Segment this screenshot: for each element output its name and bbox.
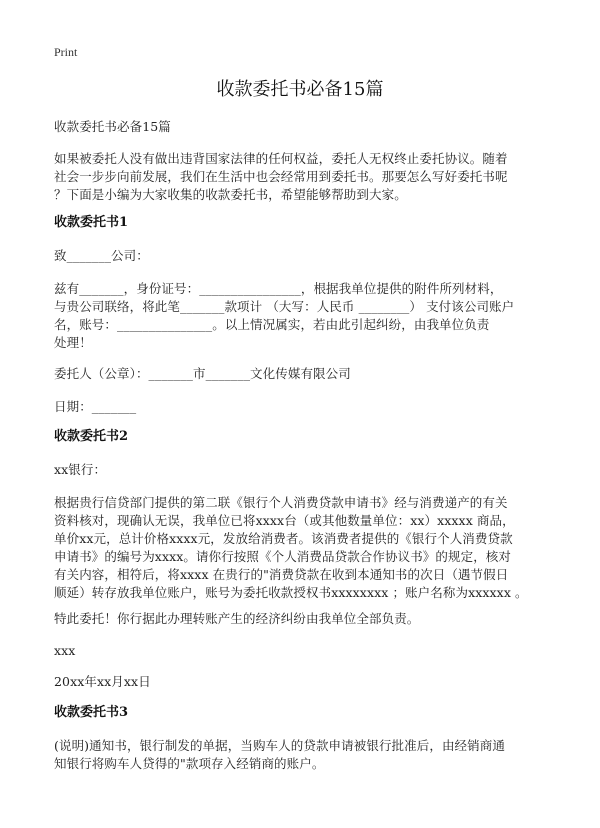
document-subtitle: [54, 118, 554, 136]
greeting-line: xx银行：: [54, 462, 107, 477]
to-line: 致_______公司：: [54, 248, 149, 263]
section2-body-line-5: 有关内容，相符后，将xxxx 在贵行的"消费贷款在收到本通知书的次日（遇节假日: [54, 567, 509, 582]
print-label[interactable]: Print: [54, 45, 78, 59]
section3-body-line-1: (说明)通知书，银行制发的单据，当购车人的贷款申请被银行批准后，由经销商通: [54, 738, 505, 753]
section1-body-line-1: 兹有_______，身份证号：________________，根据我单位提供的附件所列材料，: [54, 281, 503, 296]
section1-body: [54, 280, 554, 352]
section3-body-line-2: 知银行将购车人贷得的"款项存入经销商的账户。: [54, 756, 325, 771]
intro-line-1: 如果被委托人没有做出违背国家法律的任何权益，委托人无权终止委托协议。随着: [54, 151, 508, 166]
section2-closing: [54, 610, 554, 628]
section2-body-line-3: 单价xx元，总计价格xxxx元，发放给消费者。该消费者提供的《银行个人消费贷款: [54, 531, 513, 546]
section1-principal: [54, 365, 554, 383]
page-title: 收款委托书必备15篇: [216, 79, 384, 100]
section3-heading: 收款委托书3: [54, 705, 129, 720]
signer-line: xxx: [54, 643, 76, 658]
principal-line: 委托人（公章）：_______市_______文化传媒有限公司: [54, 366, 351, 381]
section2-date: [54, 673, 554, 691]
section1-to-line: [54, 247, 554, 265]
section2-heading: 收款委托书2: [54, 429, 129, 444]
section2-date-line: 20xx年xx月xx日: [54, 674, 151, 689]
section2-signer: [54, 642, 554, 660]
section1-body-line-3: 名，账号：_______________。以上情况属实，若由此引起纠纷，由我单位负责: [54, 317, 490, 332]
section1-body-line-2: 与贵公司联络，将此笔_______款项计 （大写：人民币 ________） 支付该公司账户: [54, 299, 515, 314]
section2-body: [54, 494, 554, 602]
section1-heading: 收款委托书1: [54, 215, 129, 230]
intro-paragraph: [54, 150, 554, 204]
section1-date: [54, 398, 554, 416]
closing-line: 特此委托！你行据此办理转账产生的经济纠纷由我单位全部负责。: [54, 611, 420, 626]
subtitle-line: 收款委托书必备15篇: [54, 119, 171, 134]
section2-body-line-4: 申请书》的编号为xxxx。请你行按照《个人消费品贷款合作协议书》的规定，核对: [54, 549, 511, 564]
section2-body-line-2: 资料核对，现确认无误，我单位已将xxxx台（或其他数量单位：xx）xxxxx 商品，: [54, 513, 515, 528]
date-line: 日期：_______: [54, 399, 137, 414]
section3-body: [54, 737, 554, 773]
section2-body-line-6: 顺延）转存放我单位账户，账号为委托收款授权书xxxxxxxx ；账户名称为xxxxxx 。: [54, 585, 528, 600]
section1-body-line-4: 处理！: [54, 335, 92, 350]
intro-line-3: ？下面是小编为大家收集的收款委托书，希望能够帮助到大家。: [54, 187, 407, 202]
intro-line-2: 社会一步步向前发展，我们在生活中也会经常用到委托书。那要怎么写好委托书呢: [54, 169, 508, 184]
section2-greeting: [54, 461, 554, 479]
section2-body-line-1: 根据贵行信贷部门提供的第二联《银行个人消费贷款申请书》经与消费递产的有关: [54, 495, 508, 510]
